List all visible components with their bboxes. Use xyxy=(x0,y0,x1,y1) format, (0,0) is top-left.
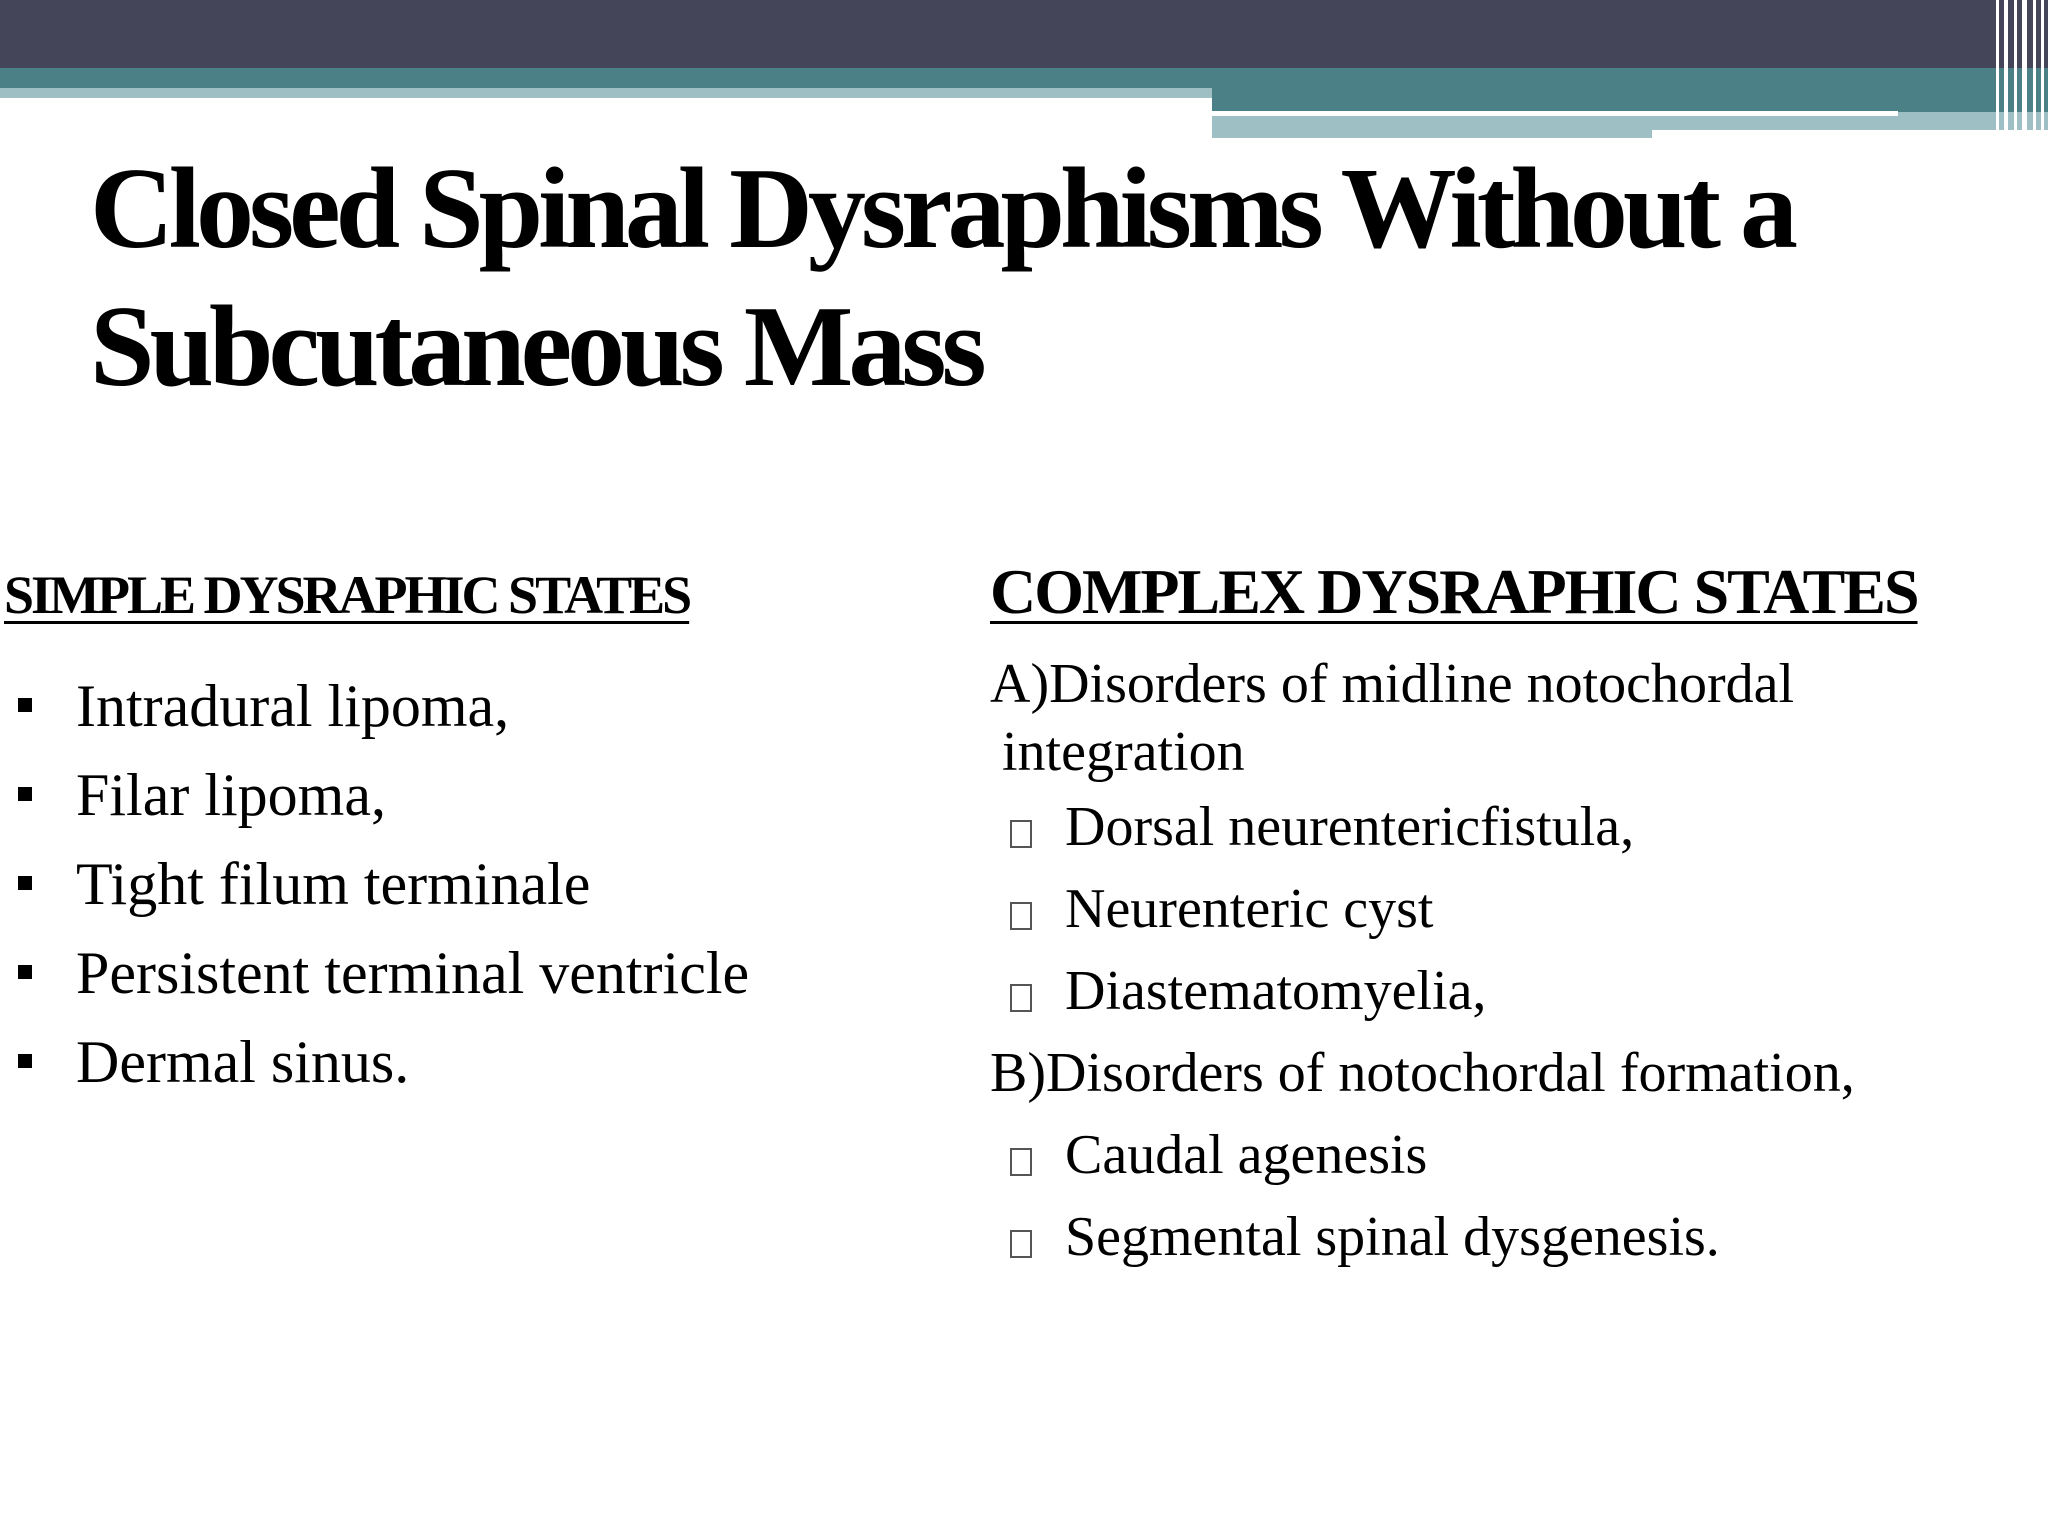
list-item xyxy=(990,868,2030,950)
slide-title-line-2: Subcutaneous Mass xyxy=(90,283,982,411)
header-divider-line-lower xyxy=(1652,130,2048,138)
box-bullet-icon xyxy=(1010,902,1032,930)
list-item xyxy=(4,662,934,751)
complex-dysraphic-list xyxy=(990,650,2030,1278)
list-item xyxy=(4,1018,934,1107)
list-item xyxy=(4,751,934,840)
list-item xyxy=(990,950,2030,1032)
square-bullet-icon xyxy=(18,965,32,979)
list-item-label: Segmental spinal dysgenesis. xyxy=(1065,1206,1720,1268)
header-stripes xyxy=(1990,0,2048,138)
group-b-title: B)Disorders of notochordal formation, xyxy=(990,1042,1855,1104)
list-item-label: Tight filum terminale xyxy=(76,851,591,917)
slide-title-line-1: Closed Spinal Dysraphisms Without a xyxy=(90,145,1794,273)
header-band-dark xyxy=(0,0,2048,68)
box-bullet-icon xyxy=(1010,820,1032,848)
simple-dysraphic-column xyxy=(4,560,934,1107)
group-a-title: A)Disorders of midline notochordal xyxy=(990,653,1795,715)
box-bullet-icon xyxy=(1010,1148,1032,1176)
list-item xyxy=(990,786,2030,868)
list-item-label: Intradural lipoma, xyxy=(76,673,510,739)
list-item-label: Dorsal neurentericfistula, xyxy=(1065,796,1635,858)
header-band-teal-right xyxy=(1212,88,2048,112)
header-divider-line xyxy=(1212,111,1898,116)
box-bullet-icon xyxy=(1010,984,1032,1012)
list-item-label: Diastematomyelia, xyxy=(1065,960,1487,1022)
complex-dysraphic-heading: COMPLEX DYSRAPHIC STATES xyxy=(990,556,1918,627)
list-item xyxy=(990,1196,2030,1278)
square-bullet-icon xyxy=(18,787,32,801)
square-bullet-icon xyxy=(18,698,32,712)
list-item xyxy=(4,929,934,1018)
complex-dysraphic-column xyxy=(990,552,2030,1278)
list-item xyxy=(4,840,934,929)
list-item-label: Persistent terminal ventricle xyxy=(76,940,750,1006)
square-bullet-icon xyxy=(18,876,32,890)
group-a-title-continued: integration xyxy=(1002,721,1245,783)
list-item-label: Filar lipoma, xyxy=(76,762,386,828)
box-bullet-icon xyxy=(1010,1230,1032,1258)
simple-dysraphic-list xyxy=(4,662,934,1107)
simple-dysraphic-heading: SIMPLE DYSRAPHIC STATES xyxy=(4,565,690,625)
header-band-teal xyxy=(0,68,2048,88)
slide-title xyxy=(90,140,1970,416)
square-bullet-icon xyxy=(18,1054,32,1068)
header-band-light xyxy=(0,88,1212,98)
list-item-label: Neurenteric cyst xyxy=(1065,878,1434,940)
list-item xyxy=(990,1114,2030,1196)
list-item-label: Dermal sinus. xyxy=(76,1029,410,1095)
list-item-label: Caudal agenesis xyxy=(1065,1124,1428,1186)
